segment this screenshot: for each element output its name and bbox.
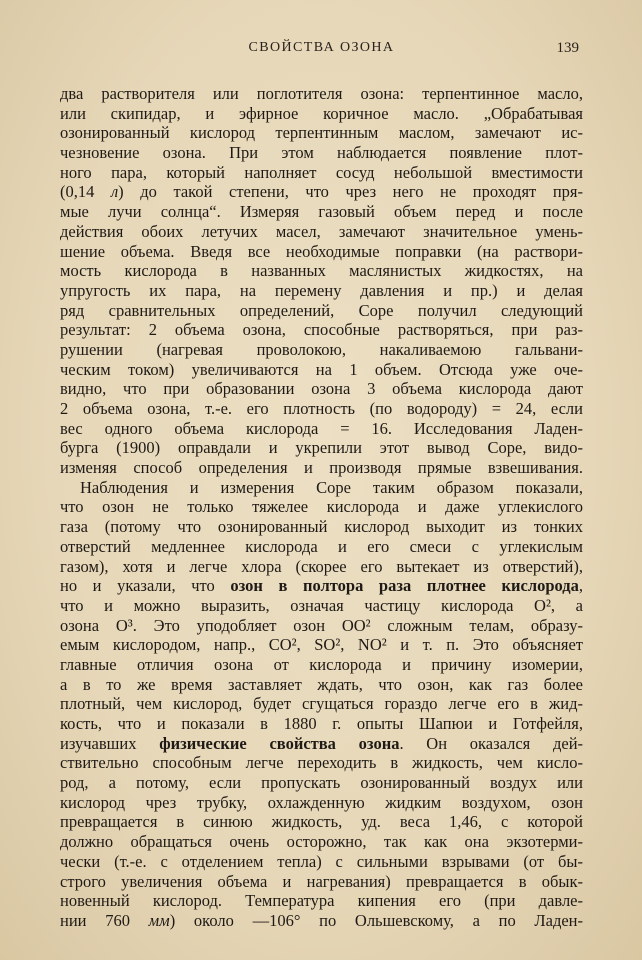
- text-line: мость кислорода в названных маслянистых жидкостях, на: [60, 261, 583, 281]
- text-line: упругость их пара, на перемену давления и пр.) и делая: [60, 280, 583, 300]
- text-line: видно, что при образовании озона 3 объема кислорода дают: [60, 379, 583, 399]
- bold-text: озон в полтора раза плотнее кислорода: [230, 576, 579, 596]
- text-segment: (0,14: [60, 182, 111, 202]
- text-line: строго увеличения объема и нагревания) превращается в обык-: [60, 871, 583, 891]
- page-header: [60, 38, 583, 58]
- text-line: плотный, чем кислород, будет сгущаться гораздо легче его в жид-: [60, 694, 583, 714]
- text-segment: нии 760: [60, 910, 149, 930]
- text-line: чески (т.-е. с отделением тепла) с сильными взрывами (от бы-: [60, 851, 583, 871]
- text-line: ряд сравнительных определений, Соре получил следующий: [60, 300, 583, 320]
- text-line: озонированный кислород терпентинным маслом, замечают ис-: [60, 123, 583, 143]
- text-line: превращается в синюю жидкость, уд. веса 1,46, с которой: [60, 812, 583, 832]
- text-line: род, а потому, если пропускать озонированный воздух или: [60, 773, 583, 793]
- paragraph: [60, 84, 583, 478]
- text-line: а в то же время заставляет ждать, что озон, как газ более: [60, 674, 583, 694]
- text-segment: ) около —106° по Ольшевскому, а по Ладен-: [169, 910, 583, 930]
- text-line: газом), хотя и легче хлора (скорее его вытекает из отверстий),: [60, 556, 583, 576]
- text-line: кость, что и показали в 1880 г. опыты Шапюи и Готфейля,: [60, 714, 583, 733]
- text-line: шение объема. Введя все необходимые поправки (на раствори-: [60, 241, 583, 261]
- text-segment: изучавших: [60, 733, 160, 753]
- text-line: вес одного объема кислорода = 16. Исследования Ладен-: [60, 418, 583, 438]
- text-line: что и можно выразить, означая частицу кислорода O², а: [60, 595, 583, 615]
- text-line: новенный кислород. Температура кипения его (при давле-: [60, 891, 583, 911]
- text-line: главные отличия озона от кислорода и причину изомерии,: [60, 654, 583, 674]
- text-line: [60, 911, 583, 931]
- paragraph: [60, 478, 583, 931]
- text-line: [60, 734, 583, 754]
- text-line: [60, 182, 583, 202]
- italic-text: мм: [148, 910, 170, 930]
- italic-text: л: [110, 182, 119, 202]
- text-line: чезновение озона. При этом наблюдается появление плот-: [60, 143, 583, 163]
- text-line: озона O³. Это уподобляет озон OO² сложным телам, образу-: [60, 615, 583, 635]
- text-segment: ) до такой степени, что чрез него не проходят пря-: [118, 182, 583, 202]
- text-line: ствительно способным легче переходить в жидкость, чем кисло-: [60, 753, 583, 773]
- text-line: мые лучи солнца“. Измеряя газовый объем перед и после: [60, 202, 583, 222]
- page-number: 139: [556, 40, 579, 56]
- text-segment: но и указали, что: [60, 576, 231, 596]
- running-head: СВОЙСТВА ОЗОНА: [248, 40, 395, 55]
- text-line: ческим током) увеличиваются на 1 объем. Отсюда уже оче-: [60, 359, 583, 379]
- text-line: газа (потому что озонированный кислород выходит из тонких: [60, 517, 583, 537]
- text-line: емым кислородом, напр., CO², SO², NO² и т. п. Это объясняет: [60, 635, 583, 655]
- text-line: действия обоих летучих масел, замечают значительное умень-: [60, 221, 583, 241]
- text-line: что озон не только тяжелее кислорода и даже углекислого: [60, 497, 583, 517]
- bold-text: физические свойства озона: [159, 733, 400, 753]
- text-line: 2 объема озона, т.-е. его плотность (по водороду) = 24, если: [60, 399, 583, 418]
- text-segment: . Он оказался дей-: [399, 733, 583, 753]
- text-line: отверстий медленнее кислорода и его смеси с углекислым: [60, 536, 583, 556]
- text-line: изменяя способ определения и производя прямые взвешивания.: [60, 458, 583, 478]
- text-line: Наблюдения и измерения Соре таким образом показали,: [80, 477, 583, 497]
- text-line: рушении (нагревая проволокою, накаливаемою гальвани-: [60, 339, 583, 359]
- text-line: два растворителя или поглотителя озона: терпентинное масло,: [60, 84, 583, 103]
- text-line: или скипидар, и эфирное коричное масло. „Обрабатывая: [60, 103, 583, 123]
- text-line: кислород чрез трубку, охлажденную жидким воздухом, озон: [60, 792, 583, 812]
- text-line: должно обращаться очень осторожно, так как она экзотерми-: [60, 832, 583, 852]
- body-text: [60, 84, 583, 931]
- text-segment: ,: [578, 576, 583, 596]
- text-line: результат: 2 объема озона, способные растворяться, при раз-: [60, 320, 583, 340]
- text-line: бурга (1900) оправдали и укрепили этот вывод Соре, видо-: [60, 438, 583, 458]
- text-line: ного пара, который наполняет сосуд небольшой вместимости: [60, 162, 583, 182]
- text-line: [60, 576, 583, 596]
